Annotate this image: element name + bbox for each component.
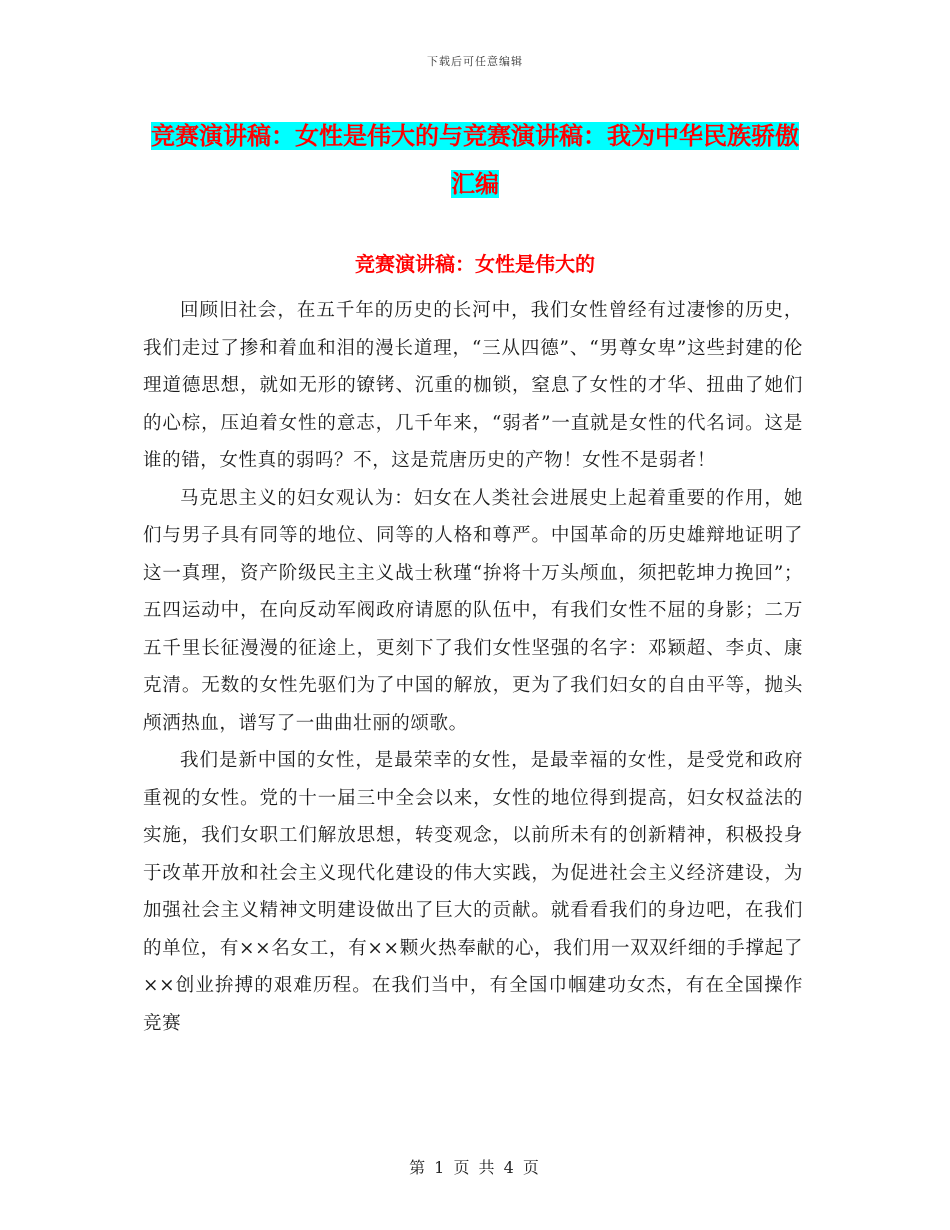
section-title: 竞赛演讲稿：女性是伟大的 bbox=[355, 252, 595, 276]
paragraph-1: 回顾旧社会，在五千年的历史的长河中，我们女性曾经有过凄惨的历史，我们走过了掺和着血和泪的漫长道理，“三从四德”、“男尊女卑”这些封建的伦理道德思想，就如无形的镣铐、沉重的枷锁，窒息了女性的才华、扭曲了她们的心棕，压迫着女性的意志，几千年来，“弱者”一直就是女性的代名词。这是谁的错，女性真的弱吗？不，这是荒唐历史的产物！女性不是弱者！ bbox=[143, 300, 803, 471]
document-title bbox=[140, 112, 810, 208]
document-title-text: 竞赛演讲稿：女性是伟大的与竞赛演讲稿：我为中华民族骄傲汇编 bbox=[151, 122, 799, 198]
header-note: 下载后可任意编辑 bbox=[427, 55, 523, 68]
page-number-footer: 第 1 页 共 4 页 bbox=[409, 1158, 541, 1177]
paragraph-3: 我们是新中国的女性，是最荣幸的女性，是最幸福的女性，是受党和政府重视的女性。党的十一届三中全会以来，女性的地位得到提高，妇女权益法的实施，我们女职工们解放思想，转变观念，以前所未有的创新精神，积极投身于改革开放和社会主义现代化建设的伟大实践，为促进社会主义经济建设，为加强社会主义精神文明建设做出了巨大的贡献。就看看我们的身边吧，在我们的单位，有××名女工，有××颗火热奉献的心，我们用一双双纤细的手撑起了××创业拚搏的艰难历程。在我们当中，有全国巾帼建功女杰，有在全国操作竞赛 bbox=[143, 750, 803, 1034]
paragraph-2: 马克思主义的妇女观认为：妇女在人类社会进展史上起着重要的作用，她们与男子具有同等的地位、同等的人格和尊严。中国革命的历史雄辩地证明了这一真理，资产阶级民主主义战士秋瑾“拚将十万头颅血，须把乾坤力挽回”；五四运动中，在向反动军阀政府请愿的队伍中，有我们女性不屈的身影；二万五千里长征漫漫的征途上，更刻下了我们女性坚强的名字：邓颖超、李贞、康克清。无数的女性先驱们为了中国的解放，更为了我们妇女的自由平等，抛头颅洒热血，谱写了一曲曲壮丽的颂歌。 bbox=[143, 487, 803, 734]
document-body bbox=[143, 292, 803, 1042]
